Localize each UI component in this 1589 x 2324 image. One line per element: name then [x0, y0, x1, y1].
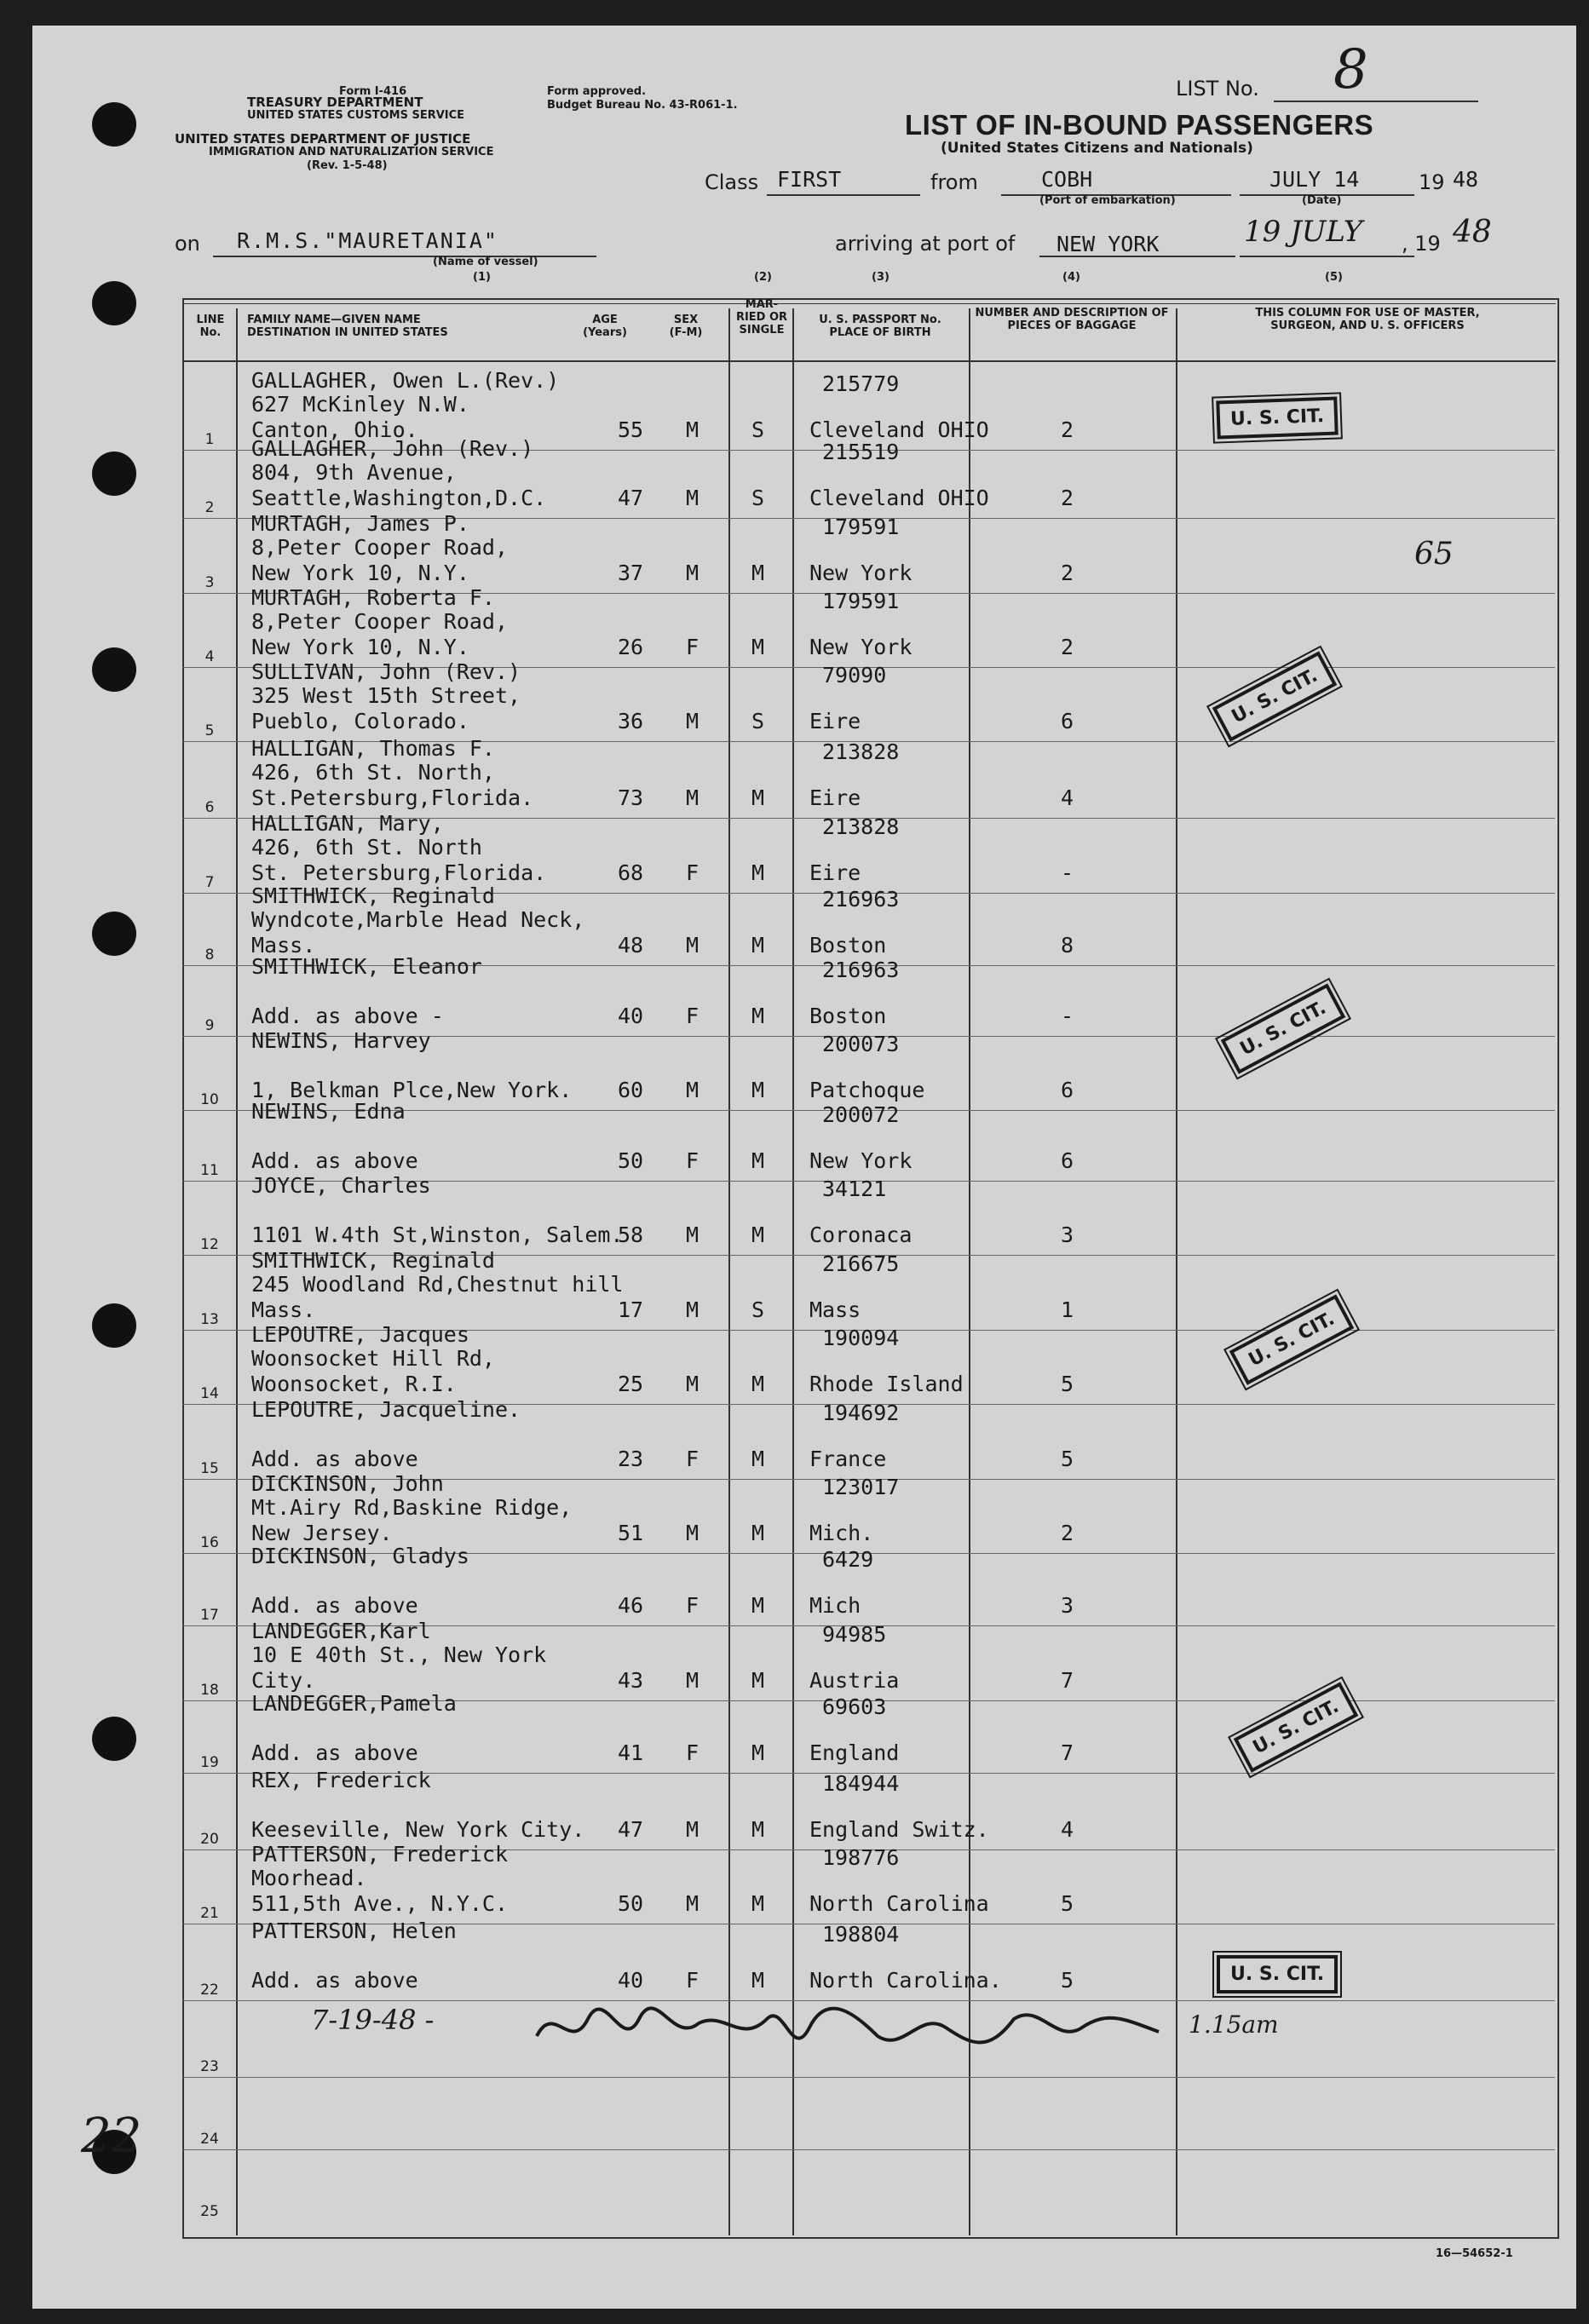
- marital-status: M: [751, 785, 765, 810]
- class-underline: [767, 194, 920, 196]
- passenger-name: MURTAGH, Roberta F.: [251, 585, 495, 610]
- sex: M: [686, 933, 700, 958]
- address-line: 804, 9th Avenue,: [251, 460, 457, 485]
- address-line: 8,Peter Cooper Road,: [251, 609, 509, 634]
- place-of-birth: Eire: [809, 860, 861, 885]
- baggage-count: 2: [1061, 486, 1074, 510]
- age: 47: [618, 486, 644, 510]
- us-cit-stamp: U. S. CIT.: [1234, 1682, 1359, 1772]
- from-label: from: [930, 170, 978, 194]
- sex: M: [686, 1297, 700, 1322]
- destination: Add. as above: [251, 1968, 418, 1993]
- col-divider: [1176, 308, 1177, 2235]
- baggage-count: 5: [1061, 1968, 1074, 1993]
- line-number: 7: [204, 874, 215, 891]
- baggage-count: 5: [1061, 1891, 1074, 1916]
- time-annotation: 1.15am: [1189, 2010, 1279, 2039]
- age: 40: [618, 1968, 644, 1993]
- line-number: 21: [200, 1905, 219, 1922]
- header-baggage: NUMBER AND DESCRIPTION OF PIECES OF BAGGAGE: [975, 307, 1169, 332]
- age: 40: [618, 1004, 644, 1028]
- sex: M: [686, 1521, 700, 1545]
- age: 43: [618, 1668, 644, 1693]
- age: 68: [618, 860, 644, 885]
- passenger-name: PATTERSON, Helen: [251, 1918, 457, 1943]
- baggage-count: 2: [1061, 1521, 1074, 1545]
- passenger-name: NEWINS, Harvey: [251, 1028, 431, 1053]
- place-of-birth: France: [809, 1447, 887, 1471]
- line-number: 10: [200, 1091, 219, 1108]
- destination: Add. as above -: [251, 1004, 444, 1028]
- class-value: FIRST: [777, 167, 842, 192]
- baggage-count: -: [1061, 860, 1074, 885]
- passenger-name: GALLAGHER, John (Rev.): [251, 436, 534, 461]
- baggage-count: 5: [1061, 1372, 1074, 1396]
- passenger-name: LEPOUTRE, Jacques: [251, 1322, 469, 1347]
- us-cit-stamp: U. S. CIT.: [1216, 397, 1339, 440]
- baggage-count: 3: [1061, 1222, 1074, 1247]
- marital-status: M: [751, 860, 765, 885]
- baggage-count: -: [1061, 1004, 1074, 1028]
- line-number: 1: [204, 431, 215, 448]
- sex: M: [686, 561, 700, 585]
- marital-status: M: [751, 1222, 765, 1247]
- header-name: FAMILY NAME—GIVEN NAME DESTINATION IN UNITED STATES: [247, 314, 448, 339]
- age: 51: [618, 1521, 644, 1545]
- address-line: Moorhead.: [251, 1866, 367, 1890]
- destination: Canton, Ohio.: [251, 417, 418, 442]
- port-embark-caption: (Port of embarkation): [1039, 194, 1176, 207]
- line-number: 13: [200, 1311, 219, 1328]
- header-age: AGE (Years): [583, 314, 627, 339]
- passenger-name: PATTERSON, Frederick: [251, 1842, 509, 1867]
- destination: New Jersey.: [251, 1521, 393, 1545]
- page-subtitle: (United States Citizens and Nationals): [941, 140, 1253, 157]
- destination: Mass.: [251, 1297, 316, 1322]
- place-of-birth: Mich.: [809, 1521, 874, 1545]
- baggage-count: 2: [1061, 417, 1074, 442]
- address-line: Mt.Airy Rd,Baskine Ridge,: [251, 1495, 573, 1520]
- passenger-name: DICKINSON, Gladys: [251, 1544, 469, 1568]
- sex: F: [686, 860, 700, 885]
- destination: City.: [251, 1668, 316, 1693]
- passport-number: 213828: [822, 814, 900, 839]
- marital-status: M: [751, 1372, 765, 1396]
- list-number-label: LIST No.: [1176, 77, 1259, 101]
- marital-status: M: [751, 1817, 765, 1842]
- binder-hole: [92, 647, 136, 692]
- marital-status: M: [751, 635, 765, 659]
- destination: Add. as above: [251, 1447, 418, 1471]
- vessel-underline: [213, 256, 596, 257]
- age: 41: [618, 1740, 644, 1765]
- passenger-name: LEPOUTRE, Jacqueline.: [251, 1397, 521, 1422]
- destination: New York 10, N.Y.: [251, 635, 469, 659]
- passport-number: 194692: [822, 1401, 900, 1425]
- row-rule: [183, 2077, 1555, 2078]
- passport-number: 200072: [822, 1102, 900, 1127]
- sex: M: [686, 709, 700, 733]
- signature-date: 7-19-48 -: [311, 2004, 435, 2036]
- line-number: 2: [204, 499, 215, 516]
- passport-number: 216963: [822, 958, 900, 982]
- marital-status: M: [751, 933, 765, 958]
- binder-hole: [92, 452, 136, 496]
- arrival-port: NEW YORK: [1056, 232, 1160, 256]
- baggage-count: 6: [1061, 1148, 1074, 1173]
- age: 25: [618, 1372, 644, 1396]
- marital-status: M: [751, 1968, 765, 1993]
- year-value-2: 48: [1453, 215, 1492, 250]
- year-prefix: 19: [1419, 170, 1445, 194]
- binder-hole: [92, 281, 136, 325]
- age: 36: [618, 709, 644, 733]
- passenger-name: JOYCE, Charles: [251, 1173, 431, 1198]
- passport-number: 198776: [822, 1845, 900, 1870]
- footer-code: 16—54652-1: [1436, 2247, 1513, 2260]
- age: 47: [618, 1817, 644, 1842]
- header-sex: SEX (F-M): [669, 314, 703, 339]
- marital-status: M: [751, 1148, 765, 1173]
- passport-number: 179591: [822, 589, 900, 613]
- list-number: 8: [1333, 38, 1368, 101]
- count-annotation: 65: [1414, 537, 1454, 572]
- age: 50: [618, 1148, 644, 1173]
- binder-hole: [92, 912, 136, 956]
- vessel-caption: (Name of vessel): [433, 256, 538, 268]
- destination: New York 10, N.Y.: [251, 561, 469, 585]
- address-line: 325 West 15th Street,: [251, 683, 521, 708]
- marital-status: M: [751, 1521, 765, 1545]
- sex: M: [686, 1078, 700, 1102]
- passport-number: 215779: [822, 371, 900, 396]
- line-number: 5: [204, 722, 215, 739]
- header-married: MAR-RIED OR SINGLE: [735, 298, 788, 337]
- age: 55: [618, 417, 644, 442]
- col-divider: [969, 308, 970, 2235]
- baggage-count: 5: [1061, 1447, 1074, 1471]
- line-number: 16: [200, 1534, 219, 1551]
- col-num-3: (3): [872, 271, 889, 284]
- treasury-department: TREASURY DEPARTMENT: [247, 95, 423, 110]
- justice-department: UNITED STATES DEPARTMENT OF JUSTICE: [175, 131, 471, 147]
- page-title: LIST OF IN-BOUND PASSENGERS: [905, 109, 1374, 141]
- binder-hole: [92, 1717, 136, 1761]
- destination: 1101 W.4th St,Winston, Salem.: [251, 1222, 624, 1247]
- marital-status: M: [751, 1078, 765, 1102]
- marital-status: M: [751, 561, 765, 585]
- passport-number: 6429: [822, 1547, 874, 1572]
- marital-status: M: [751, 1668, 765, 1693]
- passport-number: 69603: [822, 1694, 887, 1719]
- embark-date: JULY 14: [1269, 167, 1360, 192]
- destination: Pueblo, Colorado.: [251, 709, 469, 733]
- passenger-name: GALLAGHER, Owen L.(Rev.): [251, 368, 560, 393]
- col-num-4: (4): [1062, 271, 1080, 284]
- age: 17: [618, 1297, 644, 1322]
- line-number: 12: [200, 1236, 219, 1253]
- line-number: 15: [200, 1460, 219, 1477]
- age: 46: [618, 1593, 644, 1618]
- place-of-birth: Mass: [809, 1297, 861, 1322]
- place-of-birth: Patchoque: [809, 1078, 925, 1102]
- marital-status: M: [751, 1740, 765, 1765]
- col-divider: [728, 308, 730, 2235]
- port-underline: [1039, 256, 1235, 257]
- customs-service: UNITED STATES CUSTOMS SERVICE: [247, 109, 465, 122]
- address-line: Wyndcote,Marble Head Neck,: [251, 907, 585, 932]
- vessel-name: R.M.S."MAURETANIA": [237, 228, 498, 253]
- line-number: 11: [200, 1162, 219, 1179]
- passenger-name: NEWINS, Edna: [251, 1099, 406, 1124]
- passenger-name: DICKINSON, John: [251, 1471, 444, 1496]
- col-num-2: (2): [754, 271, 772, 284]
- passenger-name: REX, Frederick: [251, 1768, 431, 1792]
- passenger-name: SMITHWICK, Eleanor: [251, 954, 482, 979]
- arriving-label: arriving at port of: [835, 232, 1016, 256]
- passport-number: 215519: [822, 440, 900, 464]
- arrival-date-underline: [1240, 256, 1414, 257]
- baggage-count: 7: [1061, 1668, 1074, 1693]
- marital-status: S: [751, 486, 765, 510]
- address-line: 426, 6th St. North,: [251, 760, 495, 785]
- address-line: 627 McKinley N.W.: [251, 392, 469, 417]
- destination: Mass.: [251, 933, 316, 958]
- us-cit-stamp: U. S. CIT.: [1229, 1294, 1355, 1384]
- list-number-underline: [1274, 101, 1478, 102]
- place-of-birth: Cleveland OHIO: [809, 486, 989, 510]
- age: 58: [618, 1222, 644, 1247]
- col-num-5: (5): [1325, 271, 1343, 284]
- passport-number: 198804: [822, 1922, 900, 1947]
- place-of-birth: England Switz.: [809, 1817, 989, 1842]
- address-line: 426, 6th St. North: [251, 835, 482, 860]
- sex: M: [686, 1891, 700, 1916]
- passenger-name: SULLIVAN, John (Rev.): [251, 659, 521, 684]
- marital-status: M: [751, 1447, 765, 1471]
- passenger-name: LANDEGGER,Pamela: [251, 1691, 457, 1716]
- header-passport: U. S. PASSPORT No. PLACE OF BIRTH: [819, 314, 941, 339]
- col-divider: [792, 308, 794, 2235]
- row-rule: [183, 2149, 1555, 2150]
- age: 48: [618, 933, 644, 958]
- address-line: 8,Peter Cooper Road,: [251, 535, 509, 560]
- address-line: 245 Woodland Rd,Chestnut hill: [251, 1272, 624, 1297]
- passenger-name: SMITHWICK, Reginald: [251, 1248, 495, 1273]
- sex: M: [686, 785, 700, 810]
- marital-status: M: [751, 1593, 765, 1618]
- passenger-name: SMITHWICK, Reginald: [251, 883, 495, 908]
- header-line-no: LINE No.: [196, 314, 225, 339]
- line-number: 18: [200, 1682, 219, 1699]
- address-line: 10 E 40th St., New York: [251, 1642, 547, 1667]
- passport-number: 94985: [822, 1622, 887, 1647]
- address-line: Woonsocket Hill Rd,: [251, 1346, 495, 1371]
- passport-number: 79090: [822, 663, 887, 687]
- age: 37: [618, 561, 644, 585]
- baggage-count: 8: [1061, 933, 1074, 958]
- place-of-birth: Coronaca: [809, 1222, 913, 1247]
- line-number: 8: [204, 946, 215, 964]
- age: 73: [618, 785, 644, 810]
- baggage-count: 3: [1061, 1593, 1074, 1618]
- binder-hole: [92, 102, 136, 147]
- baggage-count: 7: [1061, 1740, 1074, 1765]
- table-top-rule: [182, 303, 1556, 304]
- destination: Add. as above: [251, 1148, 418, 1173]
- sex: F: [686, 1148, 700, 1173]
- passenger-name: HALLIGAN, Thomas F.: [251, 736, 495, 761]
- form-revision: (Rev. 1-5-48): [307, 159, 388, 172]
- sex: M: [686, 486, 700, 510]
- baggage-count: 1: [1061, 1297, 1074, 1322]
- header-officers: THIS COLUMN FOR USE OF MASTER, SURGEON, AND U. S. OFFICERS: [1255, 307, 1480, 332]
- us-cit-stamp: U. S. CIT.: [1221, 983, 1346, 1073]
- line-number: 9: [204, 1017, 215, 1034]
- marital-status: S: [751, 709, 765, 733]
- marital-status: M: [751, 1891, 765, 1916]
- page-total: 22: [81, 2108, 142, 2164]
- sex: F: [686, 1447, 700, 1471]
- line-number: 19: [200, 1754, 219, 1771]
- us-cit-stamp: U. S. CIT.: [1212, 651, 1338, 741]
- line-number: 24: [200, 2131, 219, 2148]
- year-value: 48: [1453, 167, 1479, 192]
- date-caption: (Date): [1302, 194, 1342, 207]
- sex: M: [686, 1372, 700, 1396]
- budget-bureau: Budget Bureau No. 43-R061-1.: [547, 99, 738, 112]
- age: 26: [618, 635, 644, 659]
- sex: F: [686, 1968, 700, 1993]
- place-of-birth: Eire: [809, 785, 861, 810]
- baggage-count: 2: [1061, 561, 1074, 585]
- line-number: 14: [200, 1385, 219, 1402]
- sex: F: [686, 1593, 700, 1618]
- place-of-birth: New York: [809, 635, 913, 659]
- form-number: Form I-416: [339, 85, 407, 98]
- line-number: 23: [200, 2058, 219, 2075]
- baggage-count: 2: [1061, 635, 1074, 659]
- age: 60: [618, 1078, 644, 1102]
- us-cit-stamp: U. S. CIT.: [1217, 1955, 1338, 1993]
- sex: F: [686, 1740, 700, 1765]
- age: 23: [618, 1447, 644, 1471]
- passenger-name: MURTAGH, James P.: [251, 511, 469, 536]
- sex: M: [686, 1817, 700, 1842]
- destination: St.Petersburg,Florida.: [251, 785, 534, 810]
- passport-number: 216675: [822, 1251, 900, 1276]
- from-value: COBH: [1041, 167, 1093, 192]
- destination: Woonsocket, R.I.: [251, 1372, 457, 1396]
- passport-number: 190094: [822, 1326, 900, 1350]
- sex: M: [686, 1222, 700, 1247]
- form-approved: Form approved.: [547, 85, 647, 98]
- place-of-birth: New York: [809, 561, 913, 585]
- place-of-birth: Boston: [809, 933, 887, 958]
- line-number: 3: [204, 574, 215, 591]
- sex: F: [686, 635, 700, 659]
- baggage-count: 6: [1061, 709, 1074, 733]
- line-number: 25: [200, 2203, 219, 2220]
- place-of-birth: Boston: [809, 1004, 887, 1028]
- place-of-birth: Mich: [809, 1593, 861, 1618]
- passport-number: 179591: [822, 515, 900, 539]
- place-of-birth: Rhode Island: [809, 1372, 964, 1396]
- sex: M: [686, 417, 700, 442]
- line-number: 17: [200, 1607, 219, 1624]
- marital-status: S: [751, 1297, 765, 1322]
- destination: Add. as above: [251, 1593, 418, 1618]
- place-of-birth: Austria: [809, 1668, 900, 1693]
- place-of-birth: North Carolina: [809, 1891, 989, 1916]
- destination: Seattle,Washington,D.C.: [251, 486, 547, 510]
- officer-signature: [528, 1985, 1193, 2070]
- baggage-count: 4: [1061, 1817, 1074, 1842]
- passport-number: 123017: [822, 1475, 900, 1499]
- passenger-name: LANDEGGER,Karl: [251, 1619, 431, 1643]
- marital-status: M: [751, 1004, 765, 1028]
- baggage-count: 4: [1061, 785, 1074, 810]
- col-num-1: (1): [473, 271, 491, 284]
- destination: 511,5th Ave., N.Y.C.: [251, 1891, 509, 1916]
- baggage-count: 6: [1061, 1078, 1074, 1102]
- place-of-birth: Cleveland OHIO: [809, 417, 989, 442]
- passport-number: 216963: [822, 887, 900, 912]
- destination: Keeseville, New York City.: [251, 1817, 585, 1842]
- on-label: on: [175, 232, 200, 256]
- ins-service: IMMIGRATION AND NATURALIZATION SERVICE: [209, 146, 494, 158]
- passport-number: 213828: [822, 739, 900, 764]
- sex: M: [686, 1668, 700, 1693]
- passport-number: 34121: [822, 1176, 887, 1201]
- year-prefix-2: , 19: [1402, 232, 1441, 256]
- place-of-birth: England: [809, 1740, 900, 1765]
- binder-hole: [92, 1303, 136, 1348]
- arrival-date: 19 JULY: [1244, 215, 1363, 249]
- passport-number: 200073: [822, 1032, 900, 1056]
- place-of-birth: Eire: [809, 709, 861, 733]
- marital-status: S: [751, 417, 765, 442]
- line-number: 20: [200, 1831, 219, 1848]
- line-number: 22: [200, 1982, 219, 1999]
- passport-number: 184944: [822, 1771, 900, 1796]
- destination: Add. as above: [251, 1740, 418, 1765]
- place-of-birth: North Carolina.: [809, 1968, 1002, 1993]
- line-number: 4: [204, 648, 215, 665]
- class-label: Class: [705, 170, 759, 194]
- header-rule: [182, 360, 1556, 362]
- age: 50: [618, 1891, 644, 1916]
- passenger-name: HALLIGAN, Mary,: [251, 811, 444, 836]
- place-of-birth: New York: [809, 1148, 913, 1173]
- col-divider: [236, 308, 238, 2235]
- destination: 1, Belkman Plce,New York.: [251, 1078, 573, 1102]
- line-number: 6: [204, 799, 215, 816]
- sex: F: [686, 1004, 700, 1028]
- destination: St. Petersburg,Florida.: [251, 860, 547, 885]
